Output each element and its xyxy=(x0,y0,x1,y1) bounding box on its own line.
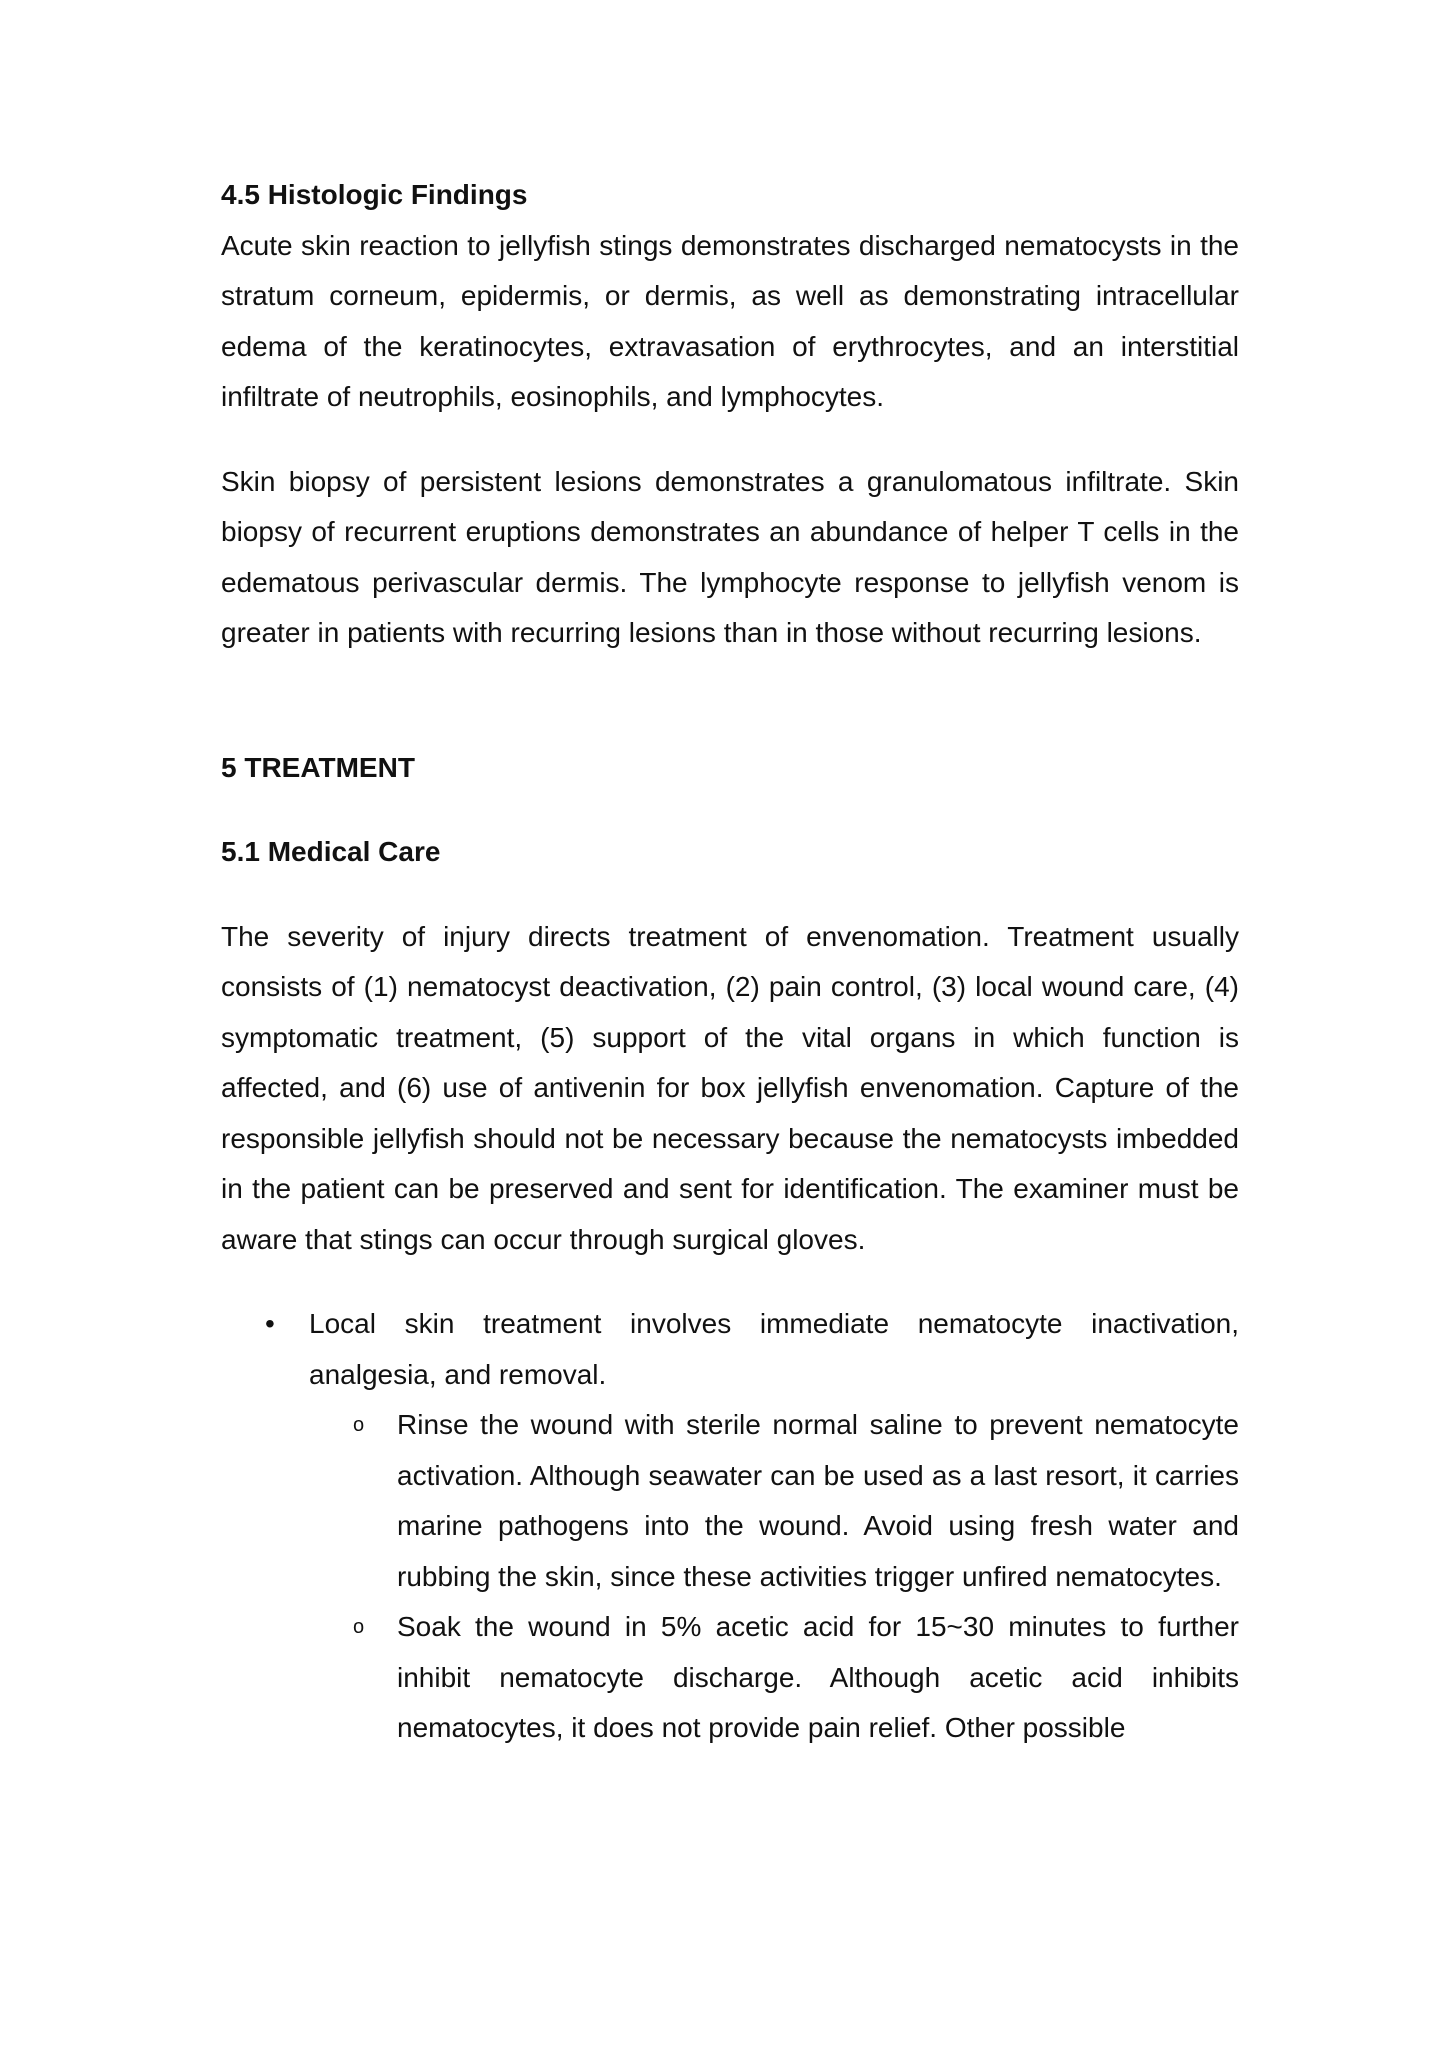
hollow-circle-bullet-icon: o xyxy=(353,1414,365,1436)
section-heading-5: 5 TREATMENT xyxy=(221,751,415,783)
hollow-circle-bullet-icon: o xyxy=(353,1616,365,1638)
section-heading-4-5: 4.5 Histologic Findings xyxy=(221,179,528,210)
paragraph-medical-care: The severity of injury directs treatment of envenomation. Treatment usually consists of (1) nematocyst deactivation, (2) pain control, (3) local wound care, (4) symptomatic treatment, (5) support of the vital organs in which function is affected, and (6) use of antivenin for box jellyfish envenomation. Capture of the responsible jellyfish should not be necessary because the nematocysts imbedded in the patient can be preserved and sent for identification. The examiner must be aware that stings can occur through surgical gloves. xyxy=(221,920,1239,1255)
bullet-text: Local skin treatment involves immediate nematocyte inactivation, analgesia, and removal. xyxy=(309,1308,1239,1390)
list-item xyxy=(221,1602,1239,1754)
sub-bullet-text: Rinse the wound with sterile normal saline to prevent nematocyte activation. Although seawater can be used as a last resort, it carries marine pathogens into the wound. Avoid using fresh water and rubbing the skin, since these activities trigger unfired nematocytes. xyxy=(397,1409,1239,1592)
bullet-dot-icon: • xyxy=(265,1308,275,1339)
list-item xyxy=(221,1299,1239,1400)
treatment-bullet-list xyxy=(221,1299,1239,1400)
list-item xyxy=(221,1400,1239,1602)
treatment-sub-list xyxy=(221,1400,1239,1754)
paragraph-histologic-2: Skin biopsy of persistent lesions demonstrates a granulomatous infiltrate. Skin biopsy of recurrent eruptions demonstrates an abundance of helper T cells in the edematous perivascular dermis. The lymphocyte response to jellyfish venom is greater in patients with recurring lesions than in those without recurring lesions. xyxy=(221,465,1239,648)
page-content xyxy=(221,170,1239,1754)
section-heading-5-1: 5.1 Medical Care xyxy=(221,836,441,867)
paragraph-histologic-1: Acute skin reaction to jellyfish stings demonstrates discharged nematocysts in the stratum corneum, epidermis, or dermis, as well as demonstrating intracellular edema of the keratinocytes, extravasation of erythrocytes, and an interstitial infiltrate of neutrophils, eosinophils, and lymphocytes. xyxy=(221,229,1239,412)
sub-bullet-text: Soak the wound in 5% acetic acid for 15~30 minutes to further inhibit nematocyte discharge. Although acetic acid inhibits nematocytes, it does not provide pain relief. Other possible xyxy=(397,1611,1239,1743)
